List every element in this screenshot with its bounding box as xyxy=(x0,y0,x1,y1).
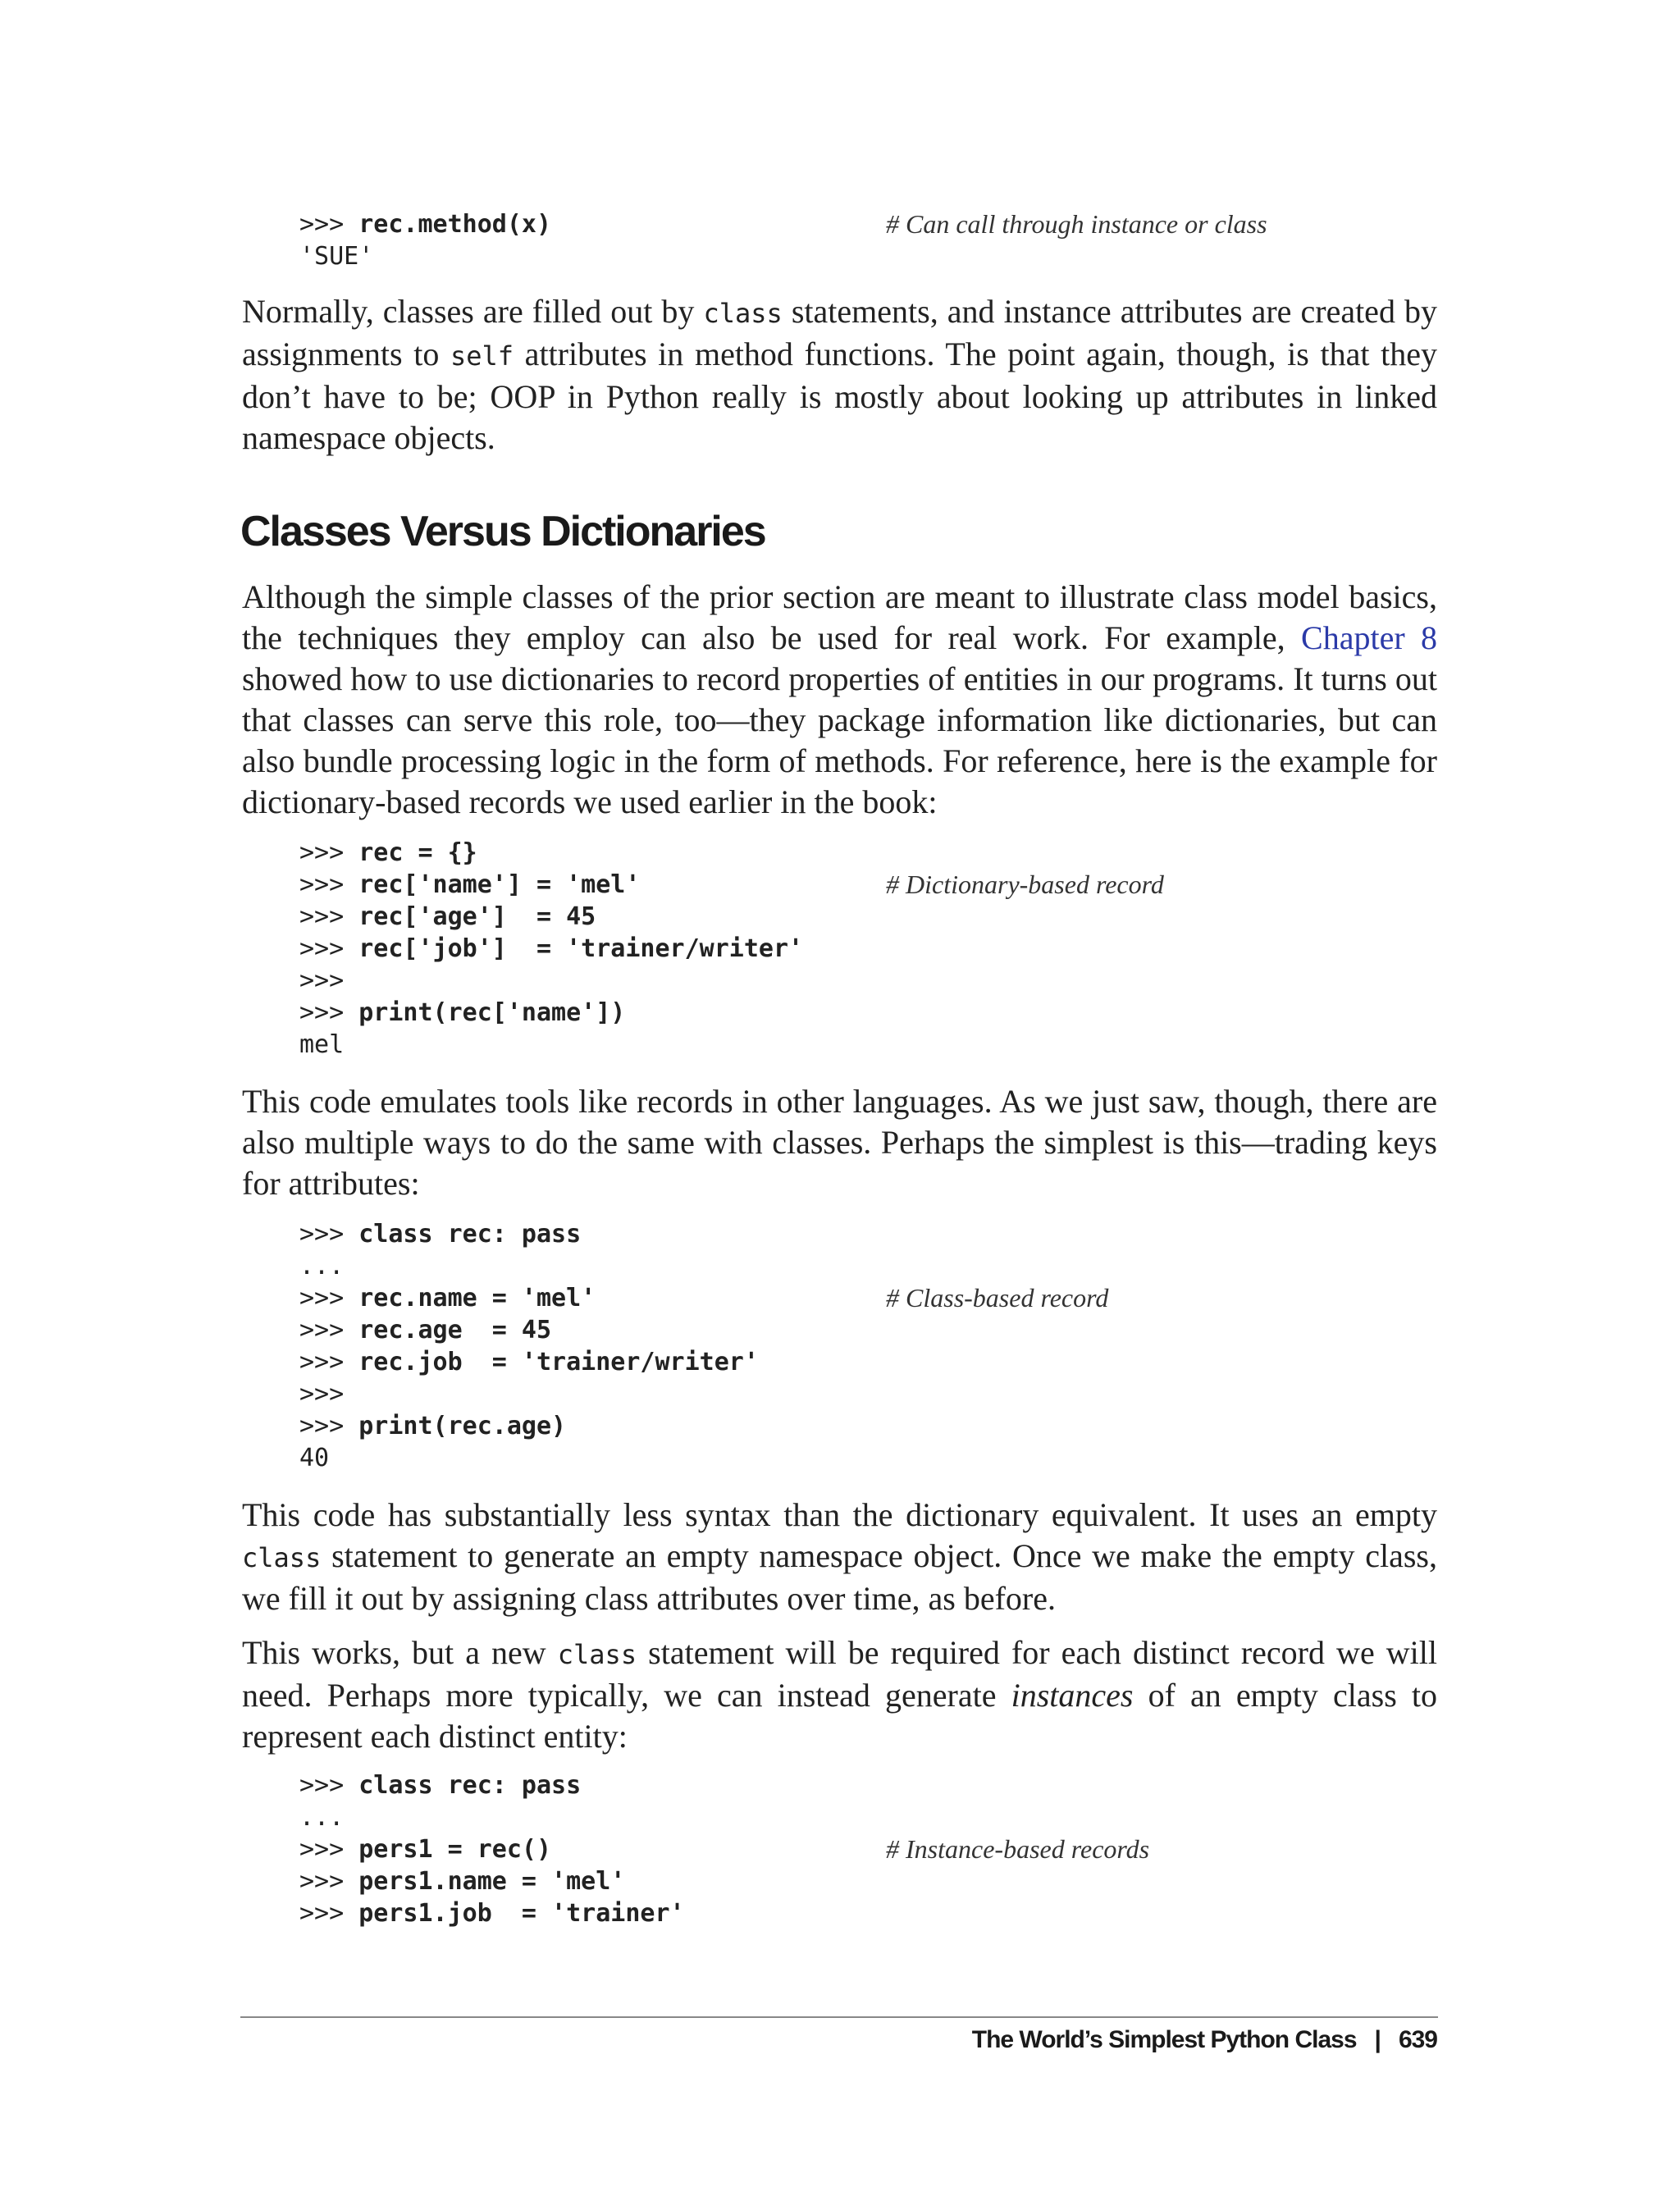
code-prompt: >>> xyxy=(299,1771,359,1800)
code-input: class rec: pass xyxy=(358,1771,582,1800)
text-run: statement to generate an empty namespace object. Once we make the empty class, we fill it out by assigning class attributes over time, as before. xyxy=(242,1537,1437,1617)
code-input: rec.age = 45 xyxy=(358,1316,552,1344)
code-prompt: ... xyxy=(299,1252,345,1281)
code-prompt: >>> xyxy=(299,1412,359,1440)
code-prompt: >>> xyxy=(299,902,359,931)
code-line xyxy=(299,1314,1448,1346)
code-comment: # Can call through instance or class xyxy=(886,209,1267,239)
code-input: rec.job = 'trainer/writer' xyxy=(358,1348,759,1376)
code-block-dictionary-record xyxy=(299,837,1448,1061)
code-prompt: >>> xyxy=(299,1380,345,1408)
code-output: 'SUE' xyxy=(299,242,374,271)
code-input: rec.method(x) xyxy=(358,210,552,239)
page-footer xyxy=(972,2026,1437,2054)
code-input: rec['name'] = 'mel' xyxy=(358,870,641,899)
code-input: class rec: pass xyxy=(358,1220,582,1249)
code-prompt: >>> xyxy=(299,1835,359,1864)
text-run: This code has substantially less syntax than the dictionary equivalent. It uses an empty xyxy=(242,1496,1437,1533)
code-line xyxy=(299,965,1448,997)
code-line xyxy=(299,1865,1448,1897)
code-line xyxy=(299,1250,1448,1282)
code-line xyxy=(299,1833,1448,1865)
code-prompt: >>> xyxy=(299,1284,359,1312)
text-run: statement will be required for each distinct record we will need. Perhaps more typically, we can instead generate xyxy=(242,1634,1437,1714)
footer-separator: | xyxy=(1374,2026,1381,2053)
code-line xyxy=(299,1378,1448,1410)
code-input: pers1.name = 'mel' xyxy=(358,1867,626,1896)
text-run: Although the simple classes of the prior section are meant to illustrate class model basics, the techniques they employ can also be used for real work. For example, xyxy=(242,578,1437,656)
code-prompt: >>> xyxy=(299,870,359,899)
code-line xyxy=(299,240,1448,272)
emphasis-instances: instances xyxy=(1011,1677,1134,1714)
section-heading: Classes Versus Dictionaries xyxy=(240,508,765,555)
paragraph-classes-vs-dictionaries xyxy=(242,577,1437,823)
code-input: print(rec['name']) xyxy=(358,998,626,1027)
code-comment: # Dictionary-based record xyxy=(886,870,1164,899)
chapter-8-link[interactable]: Chapter 8 xyxy=(1301,619,1437,656)
inline-code-class: class xyxy=(557,1639,637,1670)
text-run: This works, but a new xyxy=(242,1634,558,1671)
paragraph-emulates-records xyxy=(242,1081,1437,1204)
code-line xyxy=(299,208,1448,240)
code-prompt: >>> xyxy=(299,838,359,867)
code-line xyxy=(299,1442,1448,1474)
text-run: attributes in method functions. The point again, though, is that they don’t have to be; OOP in Python really is mostly about looking up attributes in linked namespace objects. xyxy=(242,336,1437,456)
footer-rule xyxy=(240,2016,1438,2018)
code-prompt: >>> xyxy=(299,1348,359,1376)
code-prompt: ... xyxy=(299,1803,345,1832)
code-line xyxy=(299,837,1448,869)
code-comment: # Instance-based records xyxy=(886,1834,1150,1864)
text-run: This code emulates tools like records in other languages. As we just saw, though, there are also multiple ways to do the same with classes. Perhaps the simplest is this—trading keys for attributes: xyxy=(242,1083,1437,1202)
code-line xyxy=(299,1410,1448,1442)
page-number: 639 xyxy=(1398,2026,1437,2053)
code-comment: # Class-based record xyxy=(886,1283,1109,1312)
code-prompt: >>> xyxy=(299,934,359,963)
code-line xyxy=(299,901,1448,933)
paragraph-instances xyxy=(242,1632,1437,1757)
code-line xyxy=(299,1897,1448,1929)
code-input: pers1.job = 'trainer' xyxy=(358,1899,685,1928)
code-prompt: >>> xyxy=(299,966,345,995)
code-prompt: >>> xyxy=(299,1899,359,1928)
code-prompt: >>> xyxy=(299,1220,359,1249)
code-input: pers1 = rec() xyxy=(358,1835,552,1864)
code-input: rec['job'] = 'trainer/writer' xyxy=(358,934,804,963)
paragraph-filled-out-by-class xyxy=(242,291,1437,459)
code-output: 40 xyxy=(299,1444,330,1472)
code-output: mel xyxy=(299,1030,345,1059)
footer-title: The World’s Simplest Python Class xyxy=(971,2026,1357,2053)
text-run: of an empty class to represent each distinct entity: xyxy=(242,1677,1438,1755)
code-line xyxy=(299,1282,1448,1314)
code-prompt: >>> xyxy=(299,1867,359,1896)
inline-code-class: class xyxy=(242,1542,322,1573)
inline-code-class: class xyxy=(703,298,783,329)
code-prompt: >>> xyxy=(299,210,359,239)
code-line xyxy=(299,997,1448,1029)
code-input: rec.name = 'mel' xyxy=(358,1284,596,1312)
text-run: Normally, classes are filled out by xyxy=(242,293,704,330)
code-block-instance-records xyxy=(299,1769,1448,1929)
inline-code-self: self xyxy=(450,340,514,372)
text-run: showed how to use dictionaries to record properties of entities in our programs. It turns out that classes can serve this role, too—they package information like dictionaries, but can also bundle processing logic in the form of methods. For reference, here is the example for dictionary-based records we used earlier in the book: xyxy=(242,660,1437,820)
paragraph-less-syntax xyxy=(242,1495,1437,1619)
code-line xyxy=(299,869,1448,901)
code-input: rec['age'] = 45 xyxy=(358,902,596,931)
code-block-class-record xyxy=(299,1218,1448,1474)
code-input: rec = {} xyxy=(358,838,477,867)
code-line xyxy=(299,1769,1448,1801)
code-input: print(rec.age) xyxy=(358,1412,567,1440)
code-prompt: >>> xyxy=(299,998,359,1027)
text-run: statements, and instance attributes are created by assignments to xyxy=(242,293,1437,372)
code-prompt: >>> xyxy=(299,1316,359,1344)
code-line xyxy=(299,1218,1448,1250)
code-line xyxy=(299,1029,1448,1061)
code-line xyxy=(299,1346,1448,1378)
code-block-method-call xyxy=(299,208,1448,272)
code-line xyxy=(299,933,1448,965)
code-line xyxy=(299,1801,1448,1833)
